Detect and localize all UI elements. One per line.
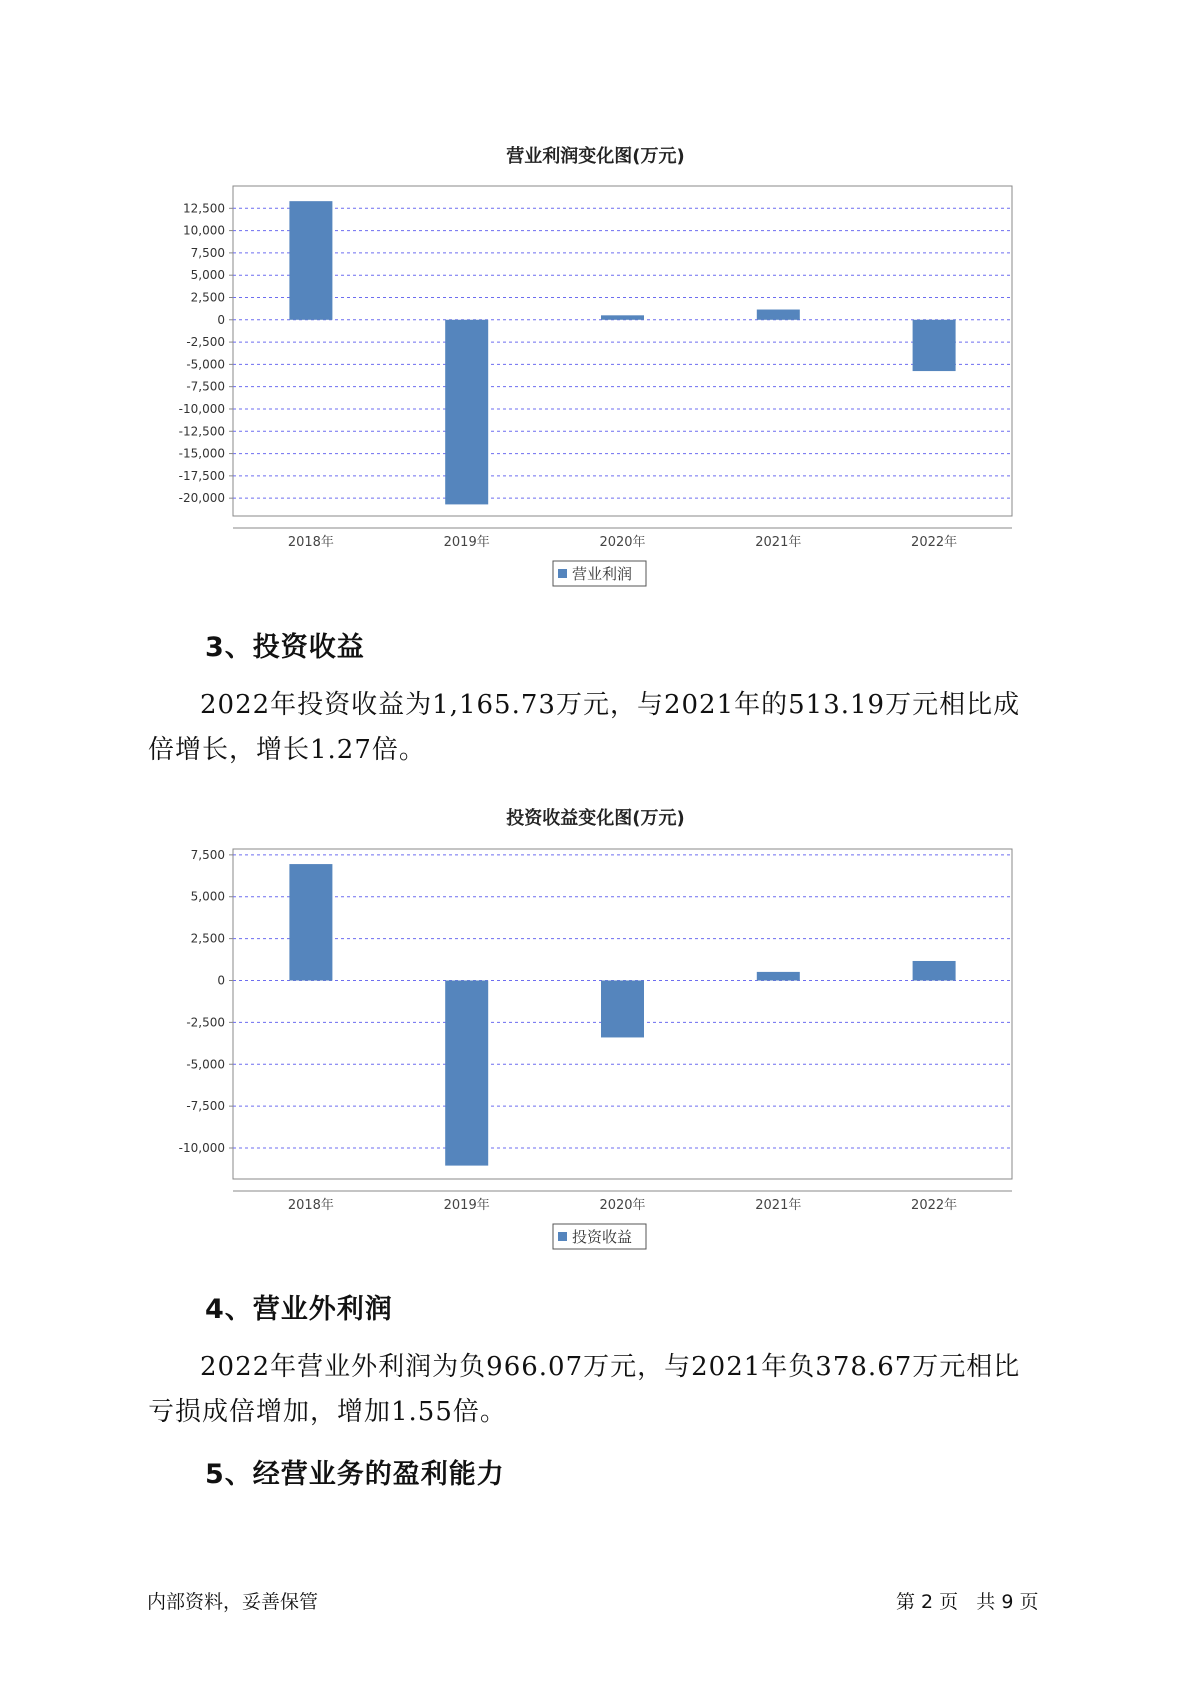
x-tick-label: 2019年 [443,1198,490,1213]
y-tick-label: 10,000 [183,223,225,238]
y-tick-label: -20,000 [178,491,225,506]
y-tick-label: -2,500 [186,335,225,350]
y-tick-label: -7,500 [186,379,225,394]
x-tick-label: 2022年 [911,1198,958,1213]
bar-2021年 [757,972,800,981]
y-tick-label: 2,500 [190,290,225,305]
x-tick-label: 2022年 [911,535,958,550]
section4-paragraph: 2022年营业外利润为负966.07万元，与2021年负378.67万元相比亏损成倍增加，增加1.55倍。 [148,1352,1021,1427]
y-tick-label: 5,000 [190,889,225,904]
y-tick-label: -5,000 [186,357,225,372]
section5-heading: 5、经营业务的盈利能力 [205,1459,505,1490]
chart-title-operating-profit: 营业利润变化图(万元) [506,146,685,167]
bar-2019年 [445,980,488,1165]
y-tick-label: 2,500 [190,931,225,946]
section3-heading: 3、投资收益 [205,632,365,663]
x-tick-label: 2020年 [599,1198,646,1213]
y-tick-label: -10,000 [178,1141,225,1156]
footer-page-number: 第 2 页 共 9 页 [896,1591,1039,1613]
bar-2022年 [913,961,956,981]
y-tick-label: -15,000 [178,446,225,461]
x-tick-label: 2020年 [599,535,646,550]
y-tick-label: -17,500 [178,468,225,483]
chart-title-investment-income: 投资收益变化图(万元) [506,808,685,829]
x-tick-label: 2021年 [755,535,802,550]
x-tick-label: 2019年 [443,535,490,550]
y-tick-label: 12,500 [183,201,225,216]
y-tick-label: 5,000 [190,268,225,283]
legend-label: 营业利润 [572,565,633,583]
y-tick-label: -5,000 [186,1057,225,1072]
legend-label: 投资收益 [572,1228,633,1246]
y-tick-label: -12,500 [178,424,225,439]
y-tick-label: 7,500 [190,847,225,862]
y-tick-label: -2,500 [186,1015,225,1030]
y-tick-label: 0 [217,312,225,327]
footer-confidential-note: 内部资料，妥善保管 [147,1591,319,1613]
y-tick-label: -7,500 [186,1099,225,1114]
section4-heading: 4、营业外利润 [205,1294,393,1325]
bar-2018年 [289,864,332,980]
x-tick-label: 2018年 [287,535,334,550]
bar-2020年 [601,980,644,1037]
x-tick-label: 2021年 [755,1198,802,1213]
section3-paragraph: 2022年投资收益为1,165.73万元，与2021年的513.19万元相比成倍增长，增长1.27倍。 [148,690,1021,765]
x-tick-label: 2018年 [287,1198,334,1213]
y-tick-label: -10,000 [178,401,225,416]
y-tick-label: 7,500 [190,245,225,260]
y-tick-label: 0 [217,973,225,988]
legend-swatch [558,1232,567,1241]
